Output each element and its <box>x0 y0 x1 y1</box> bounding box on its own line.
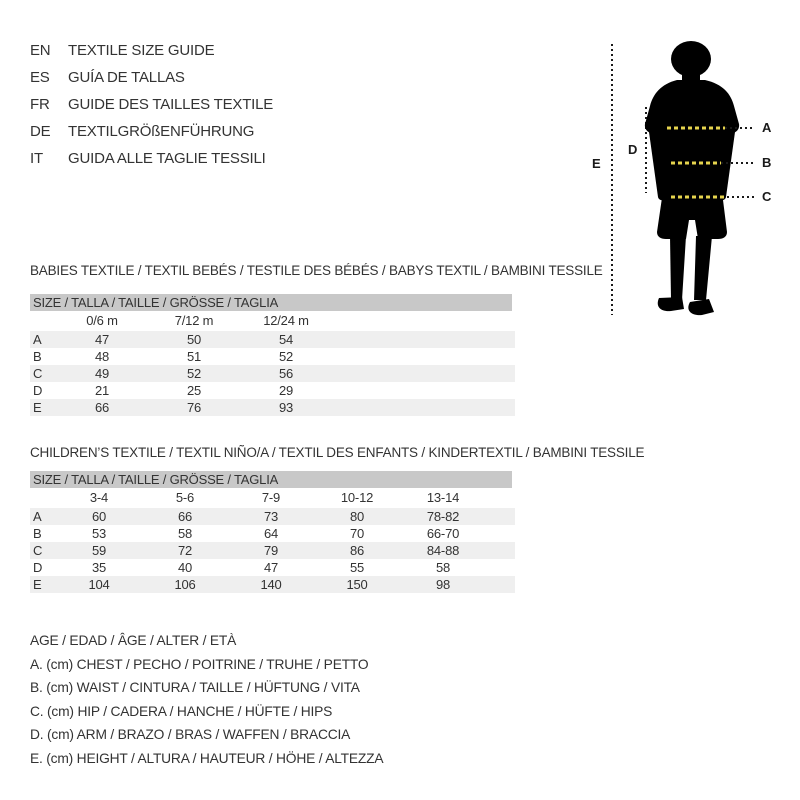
column-header-cell: 13-14 <box>426 490 460 505</box>
value-cell: 93 <box>278 400 294 415</box>
table-row <box>30 348 515 365</box>
value-cell: 73 <box>263 509 279 524</box>
children-size-header-bar: SIZE / TALLA / TAILLE / GRÖSSE / TAGLIA <box>30 471 512 488</box>
row-label-cell: C <box>33 366 43 381</box>
value-cell: 104 <box>88 577 110 592</box>
value-cell: 66 <box>177 509 193 524</box>
column-header-cell: 3-4 <box>89 490 109 505</box>
table-row <box>30 399 515 416</box>
value-cell: 98 <box>435 577 451 592</box>
value-cell: 40 <box>177 560 193 575</box>
language-code: FR <box>30 96 50 113</box>
value-cell: 29 <box>278 383 294 398</box>
value-cell: 140 <box>260 577 282 592</box>
language-title: TEXTILGRÖßENFÜHRUNG <box>68 123 255 140</box>
row-label-cell: D <box>33 560 43 575</box>
legend-items <box>30 653 383 771</box>
language-title: GUIDE DES TAILLES TEXTILE <box>68 96 274 113</box>
language-row <box>30 37 273 64</box>
column-header-cell: 5-6 <box>175 490 195 505</box>
table-column-header-row <box>30 488 515 508</box>
table-row <box>30 508 515 525</box>
figure-label-c: C <box>762 189 772 204</box>
value-cell: 84-88 <box>426 543 460 558</box>
children-section-title: CHILDREN’S TEXTILE / TEXTIL NIÑO/A / TEXTIL DES ENFANTS / KINDERTEXTIL / BAMBINI TESSILE <box>30 445 645 460</box>
value-cell: 66-70 <box>426 526 460 541</box>
row-label-cell: D <box>33 383 43 398</box>
language-row <box>30 91 273 118</box>
table-row <box>30 525 515 542</box>
value-cell: 79 <box>263 543 279 558</box>
legend-line: E. (cm) HEIGHT / ALTURA / HAUTEUR / HÖHE / ALTEZZA <box>30 750 384 766</box>
value-cell: 49 <box>94 366 110 381</box>
column-header-cell: 7/12 m <box>174 313 214 328</box>
value-cell: 59 <box>91 543 107 558</box>
value-cell: 52 <box>278 349 294 364</box>
language-code: ES <box>30 69 50 86</box>
babies-size-header-bar: SIZE / TALLA / TAILLE / GRÖSSE / TAGLIA <box>30 294 512 311</box>
value-cell: 25 <box>186 383 202 398</box>
children-textile-section <box>30 444 670 593</box>
value-cell: 70 <box>349 526 365 541</box>
row-label-cell: B <box>33 526 42 541</box>
figure-label-d: D <box>628 142 638 157</box>
value-cell: 106 <box>174 577 196 592</box>
language-code: EN <box>30 42 51 59</box>
table-row <box>30 576 515 593</box>
language-row <box>30 145 273 172</box>
row-label-cell: A <box>33 509 42 524</box>
column-header-cell: 7-9 <box>261 490 281 505</box>
value-cell: 47 <box>94 332 110 347</box>
column-header-cell: 10-12 <box>340 490 374 505</box>
value-cell: 48 <box>94 349 110 364</box>
table-row <box>30 365 515 382</box>
value-cell: 50 <box>186 332 202 347</box>
row-label-cell: E <box>33 577 42 592</box>
language-title-list <box>30 37 273 172</box>
language-title: GUIDA ALLE TAGLIE TESSILI <box>68 150 266 167</box>
value-cell: 56 <box>278 366 294 381</box>
language-row <box>30 118 273 145</box>
figure-label-a: A <box>762 120 772 135</box>
value-cell: 58 <box>435 560 451 575</box>
column-header-cell: 0/6 m <box>86 313 118 328</box>
legend-line: D. (cm) ARM / BRAZO / BRAS / WAFFEN / BRACCIA <box>30 727 351 742</box>
language-title: GUÍA DE TALLAS <box>68 69 185 86</box>
column-header-cell: 12/24 m <box>263 313 309 328</box>
value-cell: 76 <box>186 400 202 415</box>
value-cell: 66 <box>94 400 110 415</box>
value-cell: 53 <box>91 526 107 541</box>
table-row <box>30 542 515 559</box>
row-label-cell: B <box>33 349 42 364</box>
legend-line: C. (cm) HIP / CADERA / HANCHE / HÜFTE / HIPS <box>30 703 333 719</box>
figure-label-b: B <box>762 155 772 170</box>
value-cell: 80 <box>349 509 365 524</box>
row-label-cell: C <box>33 543 43 558</box>
legend-line: B. (cm) WAIST / CINTURA / TAILLE / HÜFTUNG / VITA <box>30 680 360 695</box>
language-title: TEXTILE SIZE GUIDE <box>68 42 215 59</box>
value-cell: 21 <box>94 383 110 398</box>
table-row <box>30 382 515 399</box>
value-cell: 150 <box>346 577 368 592</box>
value-cell: 55 <box>349 560 365 575</box>
value-cell: 52 <box>186 366 202 381</box>
language-code: IT <box>30 150 43 167</box>
value-cell: 58 <box>177 526 193 541</box>
language-code: DE <box>30 123 51 140</box>
value-cell: 86 <box>349 543 365 558</box>
legend-line: A. (cm) CHEST / PECHO / POITRINE / TRUHE / PETTO <box>30 656 369 672</box>
table-row <box>30 559 515 576</box>
babies-section-title: BABIES TEXTILE / TEXTIL BEBÉS / TESTILE DES BÉBÉS / BABYS TEXTIL / BAMBINI TESSILE <box>30 263 603 278</box>
measurement-legend <box>30 629 383 770</box>
row-label-cell: E <box>33 400 42 415</box>
legend-age-line: AGE / EDAD / ÂGE / ALTER / ETÀ <box>30 633 237 648</box>
figure-label-e: E <box>592 156 601 171</box>
value-cell: 54 <box>278 332 294 347</box>
babies-size-table <box>30 311 515 416</box>
value-cell: 60 <box>91 509 107 524</box>
children-size-table <box>30 488 515 593</box>
babies-textile-section <box>30 262 670 416</box>
value-cell: 35 <box>91 560 107 575</box>
table-row <box>30 331 515 348</box>
language-row <box>30 64 273 91</box>
row-label-cell: A <box>33 332 42 347</box>
table-column-header-row <box>30 311 515 331</box>
value-cell: 51 <box>186 349 202 364</box>
value-cell: 47 <box>263 560 279 575</box>
value-cell: 64 <box>263 526 279 541</box>
value-cell: 78-82 <box>426 509 460 524</box>
value-cell: 72 <box>177 543 193 558</box>
